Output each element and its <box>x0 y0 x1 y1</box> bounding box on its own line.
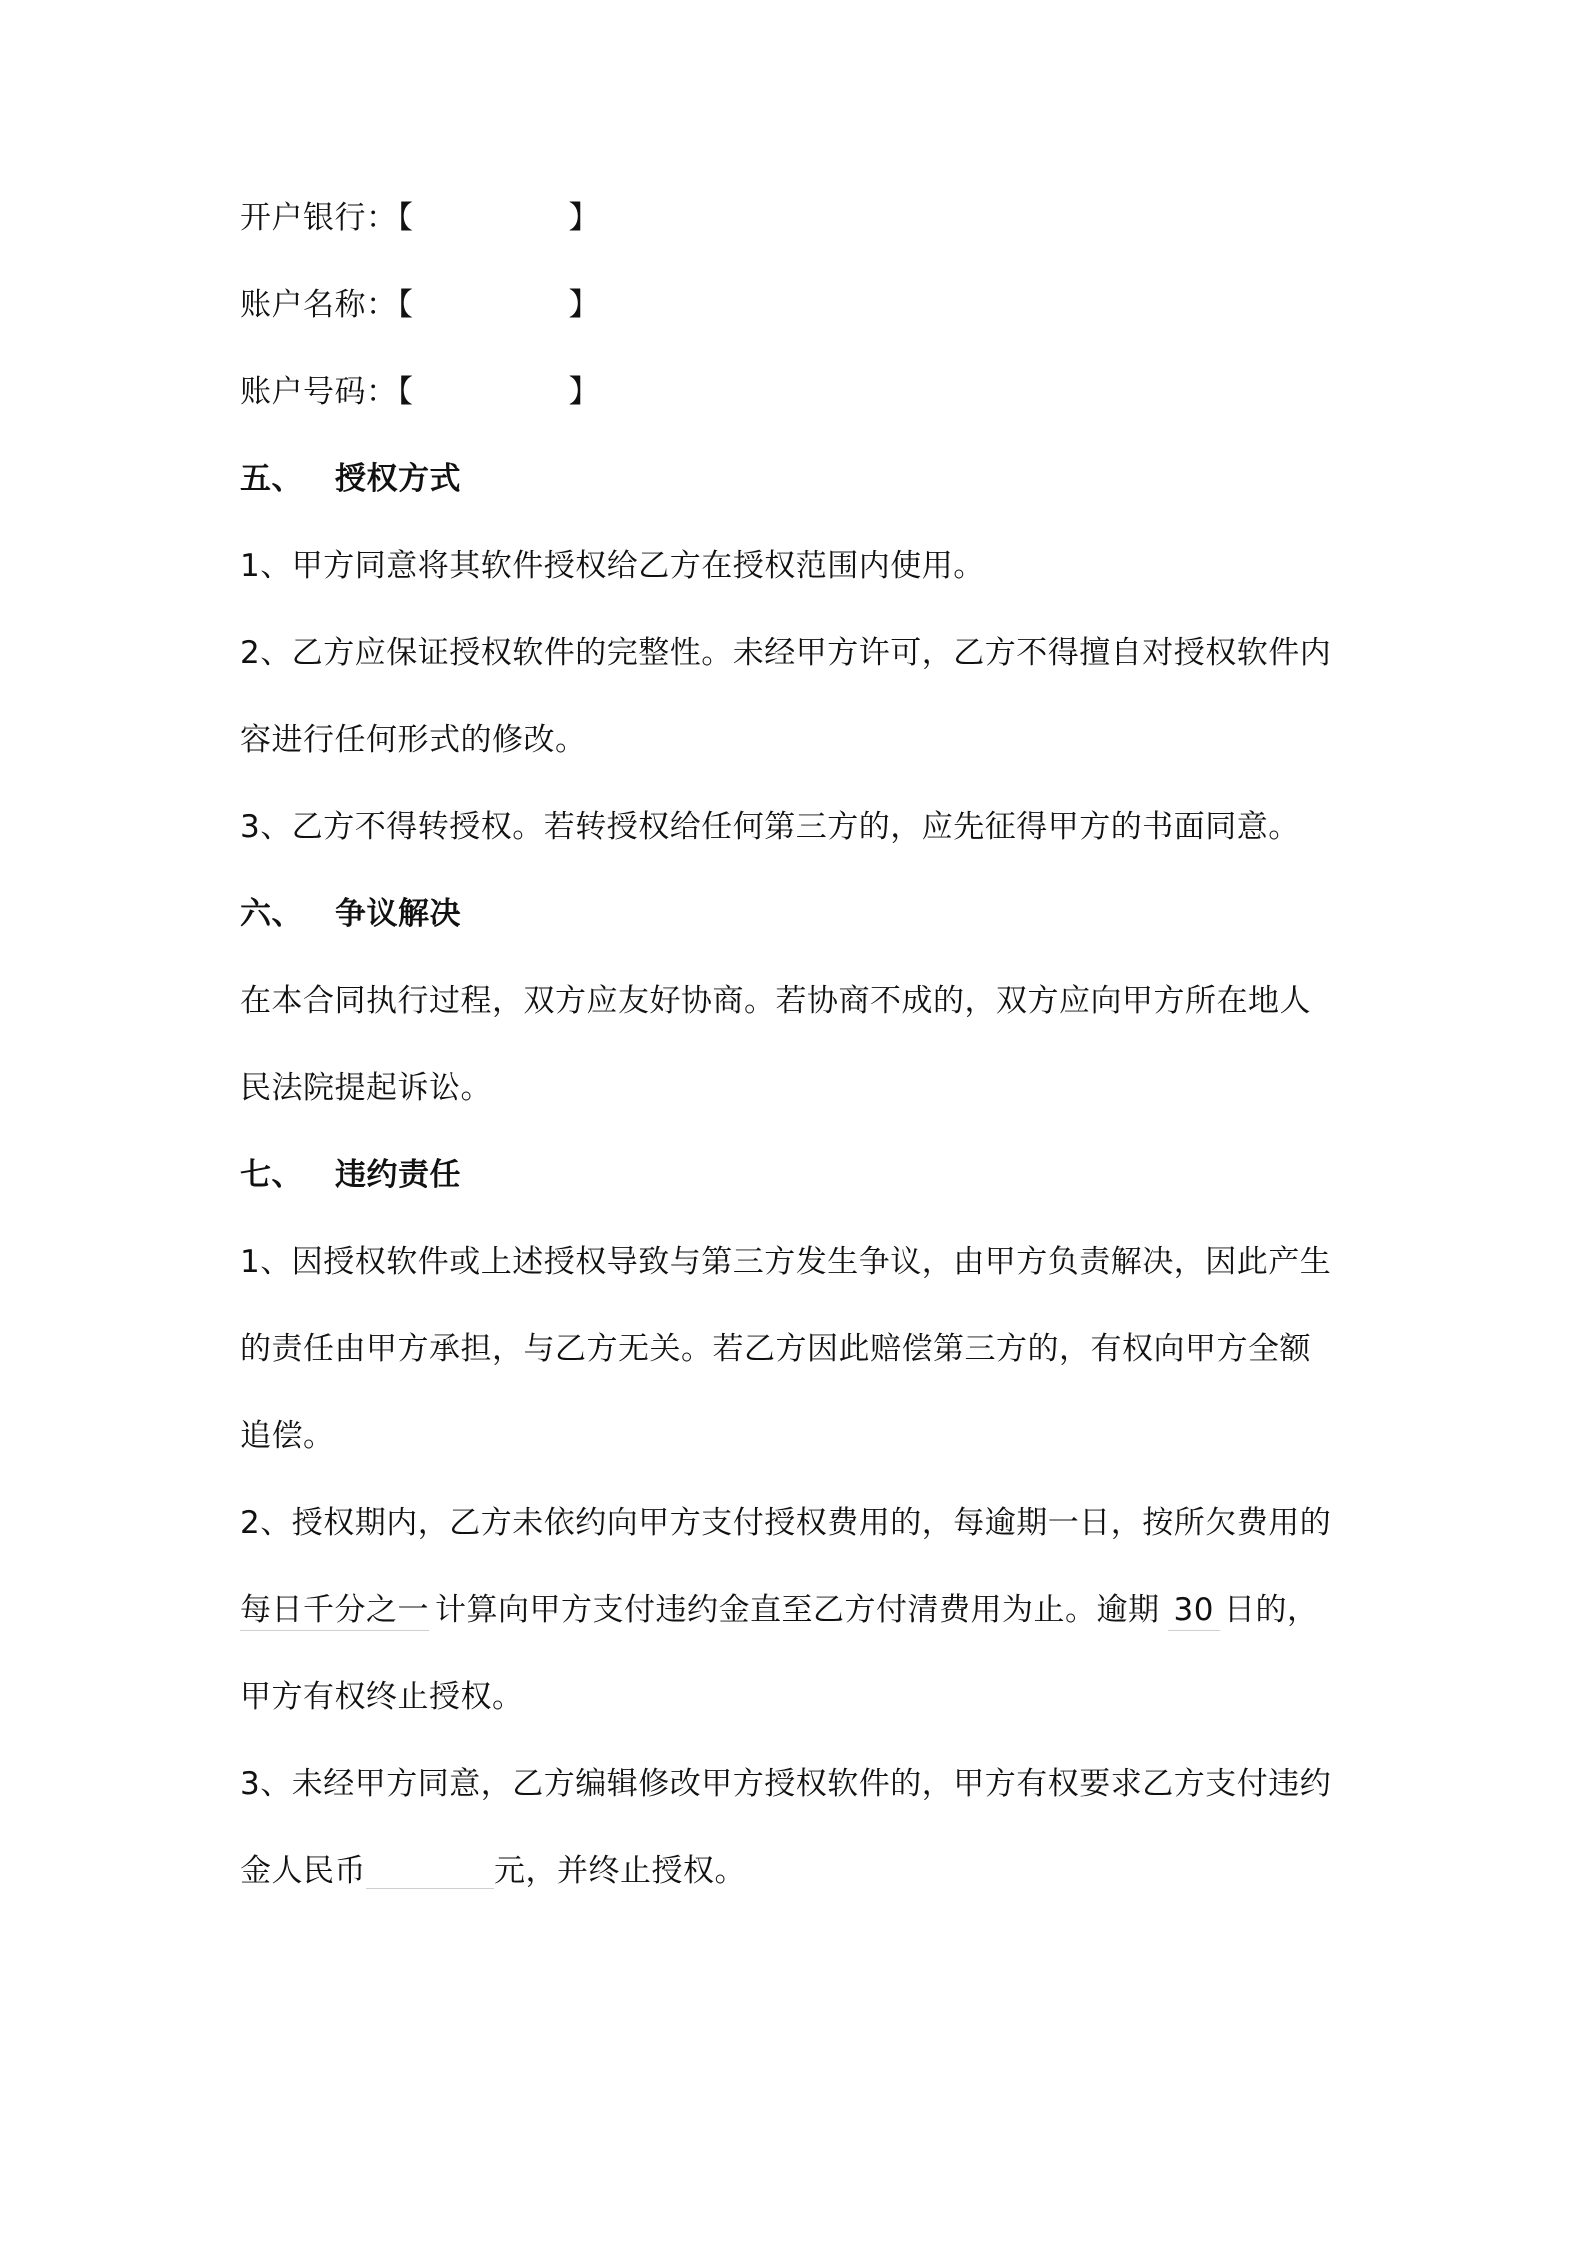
section-7-clause-1-line-1: 1、因授权软件或上述授权导致与第三方发生争议，由甲方负责解决，因此产生 <box>240 1244 1332 1280</box>
daily-rate-fill: 每日千分之一 <box>240 1590 429 1631</box>
section-6-number: 六、 <box>240 896 303 932</box>
section-6-text-line-1: 在本合同执行过程，双方应友好协商。若协商不成的，双方应向甲方所在地人 <box>240 983 1311 1019</box>
bank-row <box>240 196 1360 240</box>
section-7-clause-1-line-2: 的责任由甲方承担，与乙方无关。若乙方因此赔偿第三方的，有权向甲方全额 <box>240 1331 1311 1367</box>
account-number-label: 账户号码： <box>240 374 398 410</box>
account-number-close-bracket: 】 <box>568 374 600 410</box>
section-5-clause-1: 1、甲方同意将其软件授权给乙方在授权范围内使用。 <box>240 548 985 584</box>
section-5-heading <box>240 457 1360 501</box>
section-7-clause-2-line-3: 甲方有权终止授权。 <box>240 1679 524 1715</box>
penalty-amount-suffix: 元，并终止授权。 <box>494 1853 746 1889</box>
account-name-label: 账户名称： <box>240 287 398 323</box>
overdue-days-fill: 30 <box>1168 1590 1220 1631</box>
section-6-heading <box>240 892 1360 936</box>
section-7-clause-1-line-3: 追偿。 <box>240 1418 335 1454</box>
section-7-title: 违约责任 <box>335 1157 461 1193</box>
clause-2-middle-text: 计算向甲方支付违约金直至乙方付清费用为止。逾期 <box>435 1592 1160 1628</box>
section-5-clause-2-line-2: 容进行任何形式的修改。 <box>240 722 587 758</box>
section-5-clause-2-line-1: 2、乙方应保证授权软件的完整性。未经甲方许可，乙方不得擅自对授权软件内 <box>240 635 1332 671</box>
penalty-amount-prefix: 金人民币 <box>240 1853 366 1889</box>
section-7-number: 七、 <box>240 1157 303 1193</box>
section-6-title: 争议解决 <box>335 896 461 932</box>
bank-close-bracket: 】 <box>568 200 600 236</box>
section-5-number: 五、 <box>240 461 303 497</box>
section-5-title: 授权方式 <box>335 461 461 497</box>
bank-open-bracket: 【 <box>397 200 414 236</box>
section-6-text-line-2: 民法院提起诉讼。 <box>240 1070 492 1106</box>
section-7-clause-3-line-2 <box>240 1849 1360 1893</box>
section-7-clause-2-line-2 <box>240 1588 1360 1632</box>
account-name-open-bracket: 【 <box>397 287 414 323</box>
section-5-clause-3: 3、乙方不得转授权。若转授权给任何第三方的，应先征得甲方的书面同意。 <box>240 809 1300 845</box>
section-7-clause-2-line-1: 2、授权期内，乙方未依约向甲方支付授权费用的，每逾期一日，按所欠费用的 <box>240 1505 1332 1541</box>
account-name-close-bracket: 】 <box>568 287 600 323</box>
account-name-row <box>240 283 1360 327</box>
section-7-heading <box>240 1153 1360 1197</box>
account-number-row <box>240 370 1360 414</box>
penalty-amount-blank <box>366 1858 494 1889</box>
account-number-open-bracket: 【 <box>397 374 414 410</box>
section-7-clause-3-line-1: 3、未经甲方同意，乙方编辑修改甲方授权软件的，甲方有权要求乙方支付违约 <box>240 1766 1332 1802</box>
clause-2-end-text: 日的， <box>1223 1592 1319 1628</box>
bank-label: 开户银行： <box>240 200 398 236</box>
